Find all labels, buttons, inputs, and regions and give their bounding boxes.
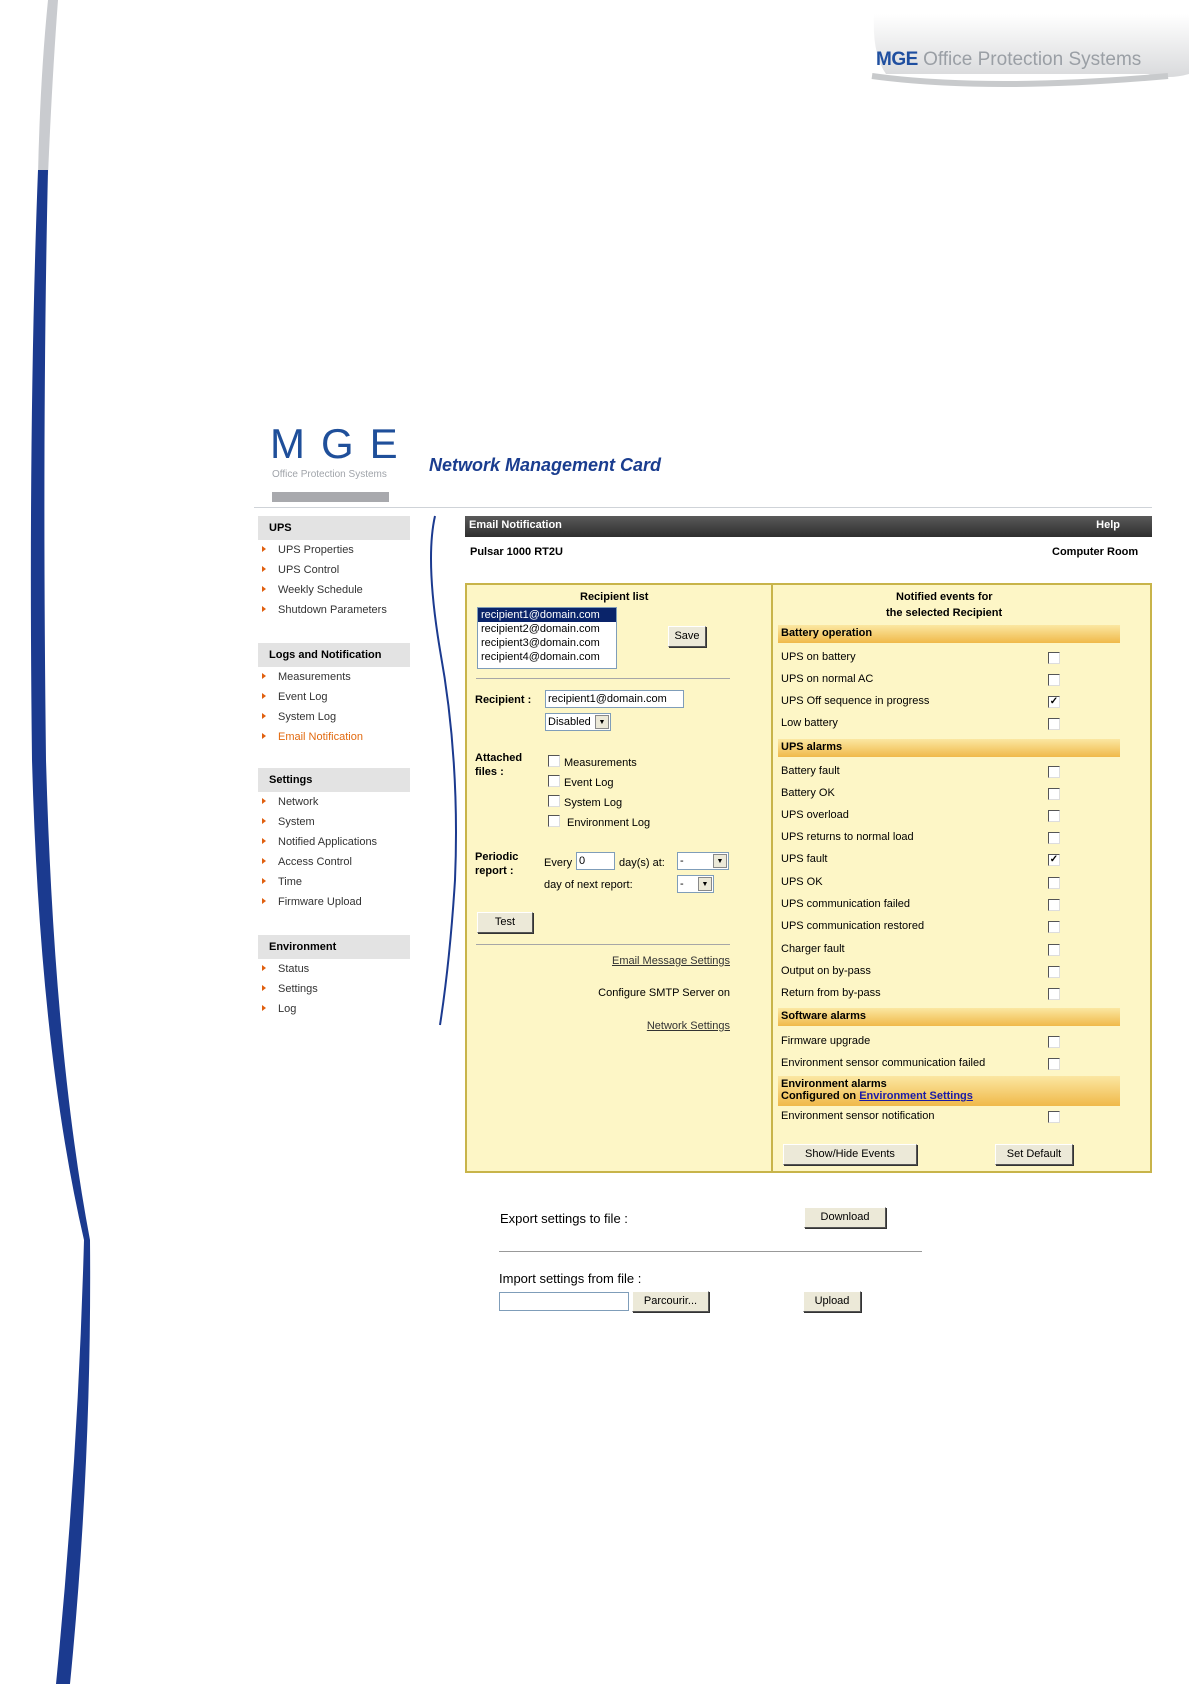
event-label: Return from by-pass bbox=[781, 987, 881, 999]
nav-item-env-settings[interactable] bbox=[262, 983, 318, 999]
env-configured-label: Configured on bbox=[781, 1090, 857, 1102]
nav-item-ups-properties[interactable] bbox=[262, 544, 354, 560]
event-checkbox[interactable] bbox=[1048, 674, 1060, 686]
brand-rest: Office Protection Systems bbox=[923, 49, 1142, 70]
events-title-2: the selected Recipient bbox=[886, 607, 1003, 619]
device-location: Computer Room bbox=[1052, 546, 1139, 558]
nav-item-notified-applications[interactable] bbox=[262, 836, 377, 852]
bullet-icon bbox=[262, 1005, 266, 1011]
nav-item-env-status[interactable] bbox=[262, 963, 309, 979]
network-settings-link[interactable]: Network Settings bbox=[646, 1020, 730, 1032]
bullet-icon bbox=[262, 673, 266, 679]
event-label: UPS on battery bbox=[781, 651, 856, 663]
nav-item-label: Time bbox=[278, 876, 303, 888]
event-label: UPS communication failed bbox=[781, 898, 911, 910]
recipient-option[interactable]: recipient1@domain.com bbox=[478, 608, 616, 622]
mge-logo-subtitle: Office Protection Systems bbox=[272, 469, 387, 480]
nav-item-network[interactable] bbox=[262, 796, 318, 812]
group-environment-alarms bbox=[778, 1076, 1120, 1106]
upload-button[interactable]: Upload bbox=[803, 1291, 861, 1312]
save-button[interactable]: Save bbox=[668, 626, 706, 647]
event-label: UPS Off sequence in progress bbox=[781, 695, 930, 707]
header-divider bbox=[254, 507, 1152, 508]
attach-event-log-label: Event Log bbox=[564, 777, 614, 789]
nav-item-label: Event Log bbox=[278, 691, 328, 703]
nav-item-label: Settings bbox=[278, 983, 318, 995]
attach-measurements-label: Measurements bbox=[564, 757, 637, 769]
recipient-option[interactable]: recipient4@domain.com bbox=[481, 651, 600, 663]
event-checkbox[interactable] bbox=[1048, 921, 1060, 933]
bullet-icon bbox=[262, 818, 266, 824]
chevron-down-icon[interactable]: ▼ bbox=[713, 854, 727, 868]
attached-label-2: files : bbox=[475, 766, 504, 778]
nav-item-label: Notified Applications bbox=[278, 836, 378, 848]
nav-item-firmware-upload[interactable] bbox=[262, 896, 362, 912]
event-label: Environment sensor communication failed bbox=[781, 1057, 986, 1069]
status-select-value: Disabled bbox=[548, 716, 591, 728]
smtp-text: Configure SMTP Server on bbox=[598, 987, 730, 999]
nav-item-label: Measurements bbox=[278, 671, 351, 683]
days-at-select[interactable] bbox=[677, 852, 729, 870]
nav-item-event-log[interactable] bbox=[262, 691, 328, 707]
bullet-icon bbox=[262, 606, 266, 612]
event-label: UPS OK bbox=[781, 876, 823, 888]
event-label: Low battery bbox=[781, 717, 838, 729]
event-checkbox[interactable] bbox=[1048, 944, 1060, 956]
recipient-label: Recipient : bbox=[475, 694, 532, 706]
app-title: Network Management Card bbox=[429, 455, 662, 475]
bullet-icon bbox=[262, 693, 266, 699]
show-hide-events-button[interactable]: Show/Hide Events bbox=[783, 1144, 917, 1165]
nav-section-ups: UPS bbox=[258, 516, 410, 540]
import-label: Import settings from file : bbox=[499, 1271, 642, 1286]
nav-section-environment: Environment bbox=[258, 935, 410, 959]
event-label: Environment sensor notification bbox=[781, 1110, 935, 1122]
nav-item-label: Firmware Upload bbox=[278, 896, 362, 908]
test-button[interactable]: Test bbox=[477, 912, 533, 933]
status-select[interactable] bbox=[545, 713, 611, 731]
bullet-icon bbox=[262, 965, 266, 971]
nav-section-logs: Logs and Notification bbox=[258, 643, 410, 667]
brand-logo bbox=[876, 49, 1141, 71]
bullet-icon bbox=[262, 566, 266, 572]
every-days-input[interactable] bbox=[576, 852, 615, 870]
recipient-listbox[interactable] bbox=[477, 607, 617, 669]
attach-environment-log-checkbox[interactable] bbox=[548, 815, 560, 827]
env-group-title: Environment alarms bbox=[781, 1078, 887, 1090]
nav-item-label: Log bbox=[278, 1003, 297, 1015]
event-checkbox[interactable] bbox=[1048, 766, 1060, 778]
blue-curve bbox=[31, 170, 90, 1684]
event-checkbox[interactable] bbox=[1048, 1036, 1060, 1048]
nav-item-label: Access Control bbox=[278, 856, 352, 868]
environment-settings-link[interactable]: Environment Settings bbox=[859, 1090, 973, 1102]
email-message-settings-link[interactable]: Email Message Settings bbox=[612, 955, 730, 967]
periodic-label-2: report : bbox=[475, 865, 514, 877]
mge-logo: MGE bbox=[270, 420, 414, 467]
event-checkbox[interactable] bbox=[1048, 810, 1060, 822]
every-label: Every bbox=[544, 857, 573, 869]
panel-title-bar bbox=[465, 516, 1152, 537]
bullet-icon bbox=[262, 733, 266, 739]
bullet-icon bbox=[262, 878, 266, 884]
attach-environment-log-label: Environment Log bbox=[567, 817, 651, 829]
bullet-icon bbox=[262, 858, 266, 864]
event-checkbox[interactable] bbox=[1048, 1111, 1060, 1123]
browse-button[interactable]: Parcourir... bbox=[632, 1291, 709, 1312]
event-label: Charger fault bbox=[781, 943, 845, 955]
event-label: Output on by-pass bbox=[781, 965, 871, 977]
event-label: UPS on normal AC bbox=[781, 673, 874, 685]
group-software-alarms: Software alarms bbox=[778, 1008, 1120, 1026]
export-label: Export settings to file : bbox=[500, 1211, 628, 1226]
group-ups-alarms: UPS alarms bbox=[778, 739, 1120, 757]
event-label: Battery fault bbox=[781, 765, 840, 777]
nav-item-weekly-schedule[interactable] bbox=[262, 584, 363, 600]
bullet-icon bbox=[262, 898, 266, 904]
event-checkbox[interactable] bbox=[1048, 877, 1060, 889]
env-configured bbox=[781, 1090, 1120, 1102]
next-report-label: day of next report: bbox=[544, 879, 633, 891]
recipient-option[interactable]: recipient3@domain.com bbox=[481, 637, 600, 649]
nav-item-label: Email Notification bbox=[278, 731, 363, 743]
bullet-icon bbox=[262, 713, 266, 719]
nav-item-access-control[interactable] bbox=[262, 856, 352, 872]
attach-system-log-checkbox[interactable] bbox=[548, 795, 560, 807]
event-checkbox[interactable] bbox=[1048, 788, 1060, 800]
attached-label: Attached bbox=[475, 752, 523, 764]
nav-item-env-log[interactable] bbox=[262, 1003, 296, 1019]
attach-system-log-label: System Log bbox=[564, 797, 623, 809]
event-checkbox[interactable] bbox=[1048, 966, 1060, 978]
attach-measurements-checkbox[interactable] bbox=[548, 755, 560, 767]
nav-item-system-log[interactable] bbox=[262, 711, 336, 727]
bullet-icon bbox=[262, 546, 266, 552]
event-label: UPS overload bbox=[781, 809, 849, 821]
event-label: UPS fault bbox=[781, 853, 828, 865]
recipient-input[interactable] bbox=[545, 690, 684, 708]
nav-divider-curve bbox=[431, 516, 456, 1025]
event-checkbox[interactable] bbox=[1048, 899, 1060, 911]
next-report-select[interactable] bbox=[677, 875, 714, 893]
chevron-down-icon[interactable]: ▼ bbox=[698, 877, 712, 891]
nav-item-shutdown-parameters[interactable] bbox=[262, 604, 387, 620]
chevron-down-icon[interactable]: ▼ bbox=[595, 715, 609, 729]
event-checkbox[interactable] bbox=[1048, 1058, 1060, 1070]
divider bbox=[499, 1251, 922, 1252]
nav-item-label: Weekly Schedule bbox=[278, 584, 363, 596]
nav-item-label: Status bbox=[278, 963, 310, 975]
nav-item-ups-control[interactable] bbox=[262, 564, 339, 580]
divider bbox=[476, 678, 730, 679]
nav-item-system[interactable] bbox=[262, 816, 315, 832]
event-label: Battery OK bbox=[781, 787, 835, 799]
nav-item-label: System bbox=[278, 816, 315, 828]
event-label: UPS communication restored bbox=[781, 920, 925, 932]
event-checkbox[interactable] bbox=[1048, 718, 1060, 730]
event-checkbox-checked[interactable]: ✓ bbox=[1049, 854, 1059, 865]
recipient-list-title: Recipient list bbox=[580, 591, 649, 603]
brand-prefix: MGE bbox=[876, 49, 918, 70]
bullet-icon bbox=[262, 838, 266, 844]
event-label: Firmware upgrade bbox=[781, 1035, 871, 1047]
nav-item-label: System Log bbox=[278, 711, 337, 723]
file-path-input[interactable] bbox=[499, 1292, 629, 1311]
device-name: Pulsar 1000 RT2U bbox=[470, 546, 563, 558]
gray-swoosh bbox=[38, 0, 58, 175]
set-default-button[interactable]: Set Default bbox=[995, 1144, 1073, 1165]
event-checkbox[interactable] bbox=[1048, 832, 1060, 844]
logo-bar bbox=[272, 492, 389, 502]
attach-event-log-checkbox[interactable] bbox=[548, 775, 560, 787]
event-checkbox-checked[interactable]: ✓ bbox=[1049, 696, 1059, 707]
nav-item-time[interactable] bbox=[262, 876, 302, 892]
periodic-label: Periodic bbox=[475, 851, 519, 863]
bullet-icon bbox=[262, 985, 266, 991]
nav-item-label: Shutdown Parameters bbox=[278, 604, 387, 616]
group-battery-operation: Battery operation bbox=[778, 625, 1120, 643]
nav-item-measurements[interactable] bbox=[262, 671, 351, 687]
nav-item-email-notification[interactable] bbox=[262, 731, 363, 747]
nav-item-label: UPS Properties bbox=[278, 544, 354, 556]
bullet-icon bbox=[262, 798, 266, 804]
days-at-select-value: - bbox=[680, 855, 684, 867]
nav-item-label: UPS Control bbox=[278, 564, 340, 576]
bullet-icon bbox=[262, 586, 266, 592]
events-title: Notified events for bbox=[896, 591, 993, 603]
event-label: UPS returns to normal load bbox=[781, 831, 914, 843]
recipient-option[interactable]: recipient2@domain.com bbox=[481, 623, 600, 635]
nav-section-settings: Settings bbox=[258, 768, 410, 792]
divider bbox=[476, 944, 730, 945]
next-report-select-value: - bbox=[680, 878, 684, 890]
help-link[interactable]: Help bbox=[1096, 519, 1120, 531]
panel-title: Email Notification bbox=[469, 519, 562, 531]
days-at-label: day(s) at: bbox=[619, 857, 665, 869]
event-checkbox[interactable] bbox=[1048, 652, 1060, 664]
recipient-panel bbox=[465, 583, 772, 1173]
download-button[interactable]: Download bbox=[804, 1207, 886, 1228]
nav-item-label: Network bbox=[278, 796, 319, 808]
event-checkbox[interactable] bbox=[1048, 988, 1060, 1000]
